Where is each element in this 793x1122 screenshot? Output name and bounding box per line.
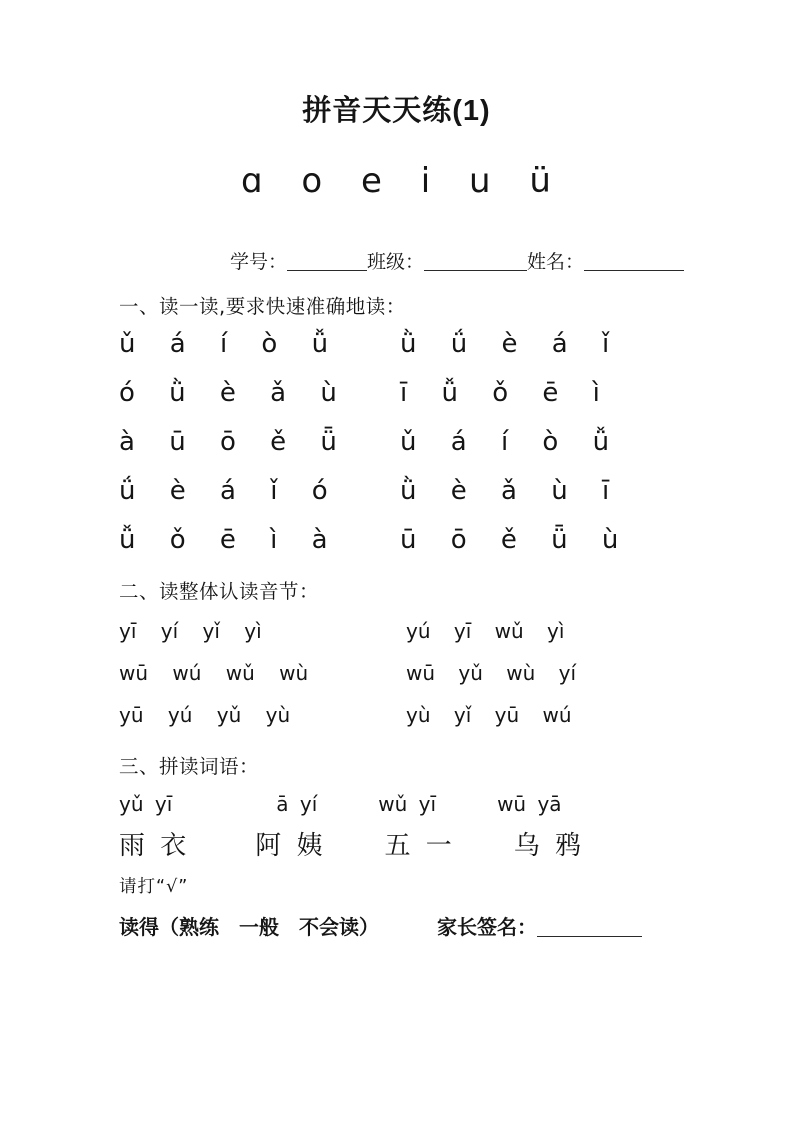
syllable-group-left: wū wú wǔ wù: [119, 661, 309, 685]
pinyin-row: [119, 368, 693, 417]
pinyin-group-right: ī ǚ ǒ ē ì: [400, 377, 600, 408]
syllable-row: [119, 610, 693, 652]
syllable-row: [119, 652, 693, 694]
hanzi-words-row: [119, 825, 693, 862]
section2-syllable-rows: [119, 610, 693, 736]
class-blank: [424, 251, 527, 271]
hanzi-word: 五 一: [384, 831, 452, 861]
syllable-group-left: yū yú yǔ yù: [119, 703, 291, 727]
pinyin-group-right: ǔ á í ò ǚ: [400, 426, 610, 457]
syllable-group-right: wū yǔ wù yí: [406, 661, 577, 685]
student-id-blank: [287, 251, 367, 271]
pinyin-word: wū yā: [497, 792, 562, 816]
signature-blank: [537, 916, 642, 937]
name-blank: [584, 251, 684, 271]
section1-heading: 一、读一读,要求快速准确地读：: [119, 295, 406, 318]
pinyin-row: [119, 466, 693, 515]
pinyin-group-left: ǔ á í ò ǚ: [119, 328, 329, 359]
pinyin-word: wǔ yī: [378, 792, 437, 816]
pinyin-group-right: ǜ ǘ è á ǐ: [400, 328, 610, 359]
class-label: 班级：: [367, 251, 425, 273]
pinyin-words-row: [119, 792, 693, 816]
section3-heading: 三、拼读词语：: [119, 755, 260, 778]
name-label: 姓名：: [527, 251, 585, 273]
student-info-line: [230, 247, 693, 274]
hanzi-word: 阿 姨: [255, 831, 323, 861]
pinyin-group-right: ū ō ě ǖ ù: [400, 524, 619, 555]
pinyin-word: ā yí: [276, 792, 318, 816]
pinyin-group-left: ǚ ǒ ē ì à: [119, 524, 328, 555]
pinyin-row: [119, 515, 693, 564]
vowel-list: ɑ o e i u ü: [241, 161, 552, 201]
result-line: [119, 911, 693, 940]
page-title: 拼音天天练(1): [302, 95, 491, 127]
pinyin-group-right: ǜ è ǎ ù ī: [400, 475, 610, 506]
pinyin-row: [119, 319, 693, 368]
signature-label: 家长签名：: [437, 915, 537, 939]
student-id-label: 学号：: [230, 251, 288, 273]
tick-instruction: 请打“√”: [119, 877, 189, 897]
section1-pinyin-rows: [119, 319, 693, 564]
pinyin-word: yǔ yī: [119, 792, 173, 816]
pinyin-group-left: ó ǜ è ǎ ù: [119, 377, 337, 408]
syllable-row: [119, 694, 693, 736]
result-options: 读得（熟练 一般 不会读）: [119, 915, 379, 939]
section2-heading: 二、读整体认读音节：: [119, 580, 320, 603]
syllable-group-left: yī yí yǐ yì: [119, 619, 262, 643]
pinyin-group-left: à ū ō ě ǖ: [119, 426, 337, 457]
hanzi-word: 乌 鸦: [513, 831, 582, 861]
syllable-group-right: yù yǐ yū wú: [406, 703, 572, 727]
hanzi-word: 雨 衣: [119, 831, 187, 861]
syllable-group-right: yú yī wǔ yì: [406, 619, 565, 643]
pinyin-row: [119, 417, 693, 466]
pinyin-group-left: ǘ è á ǐ ó: [119, 475, 328, 506]
